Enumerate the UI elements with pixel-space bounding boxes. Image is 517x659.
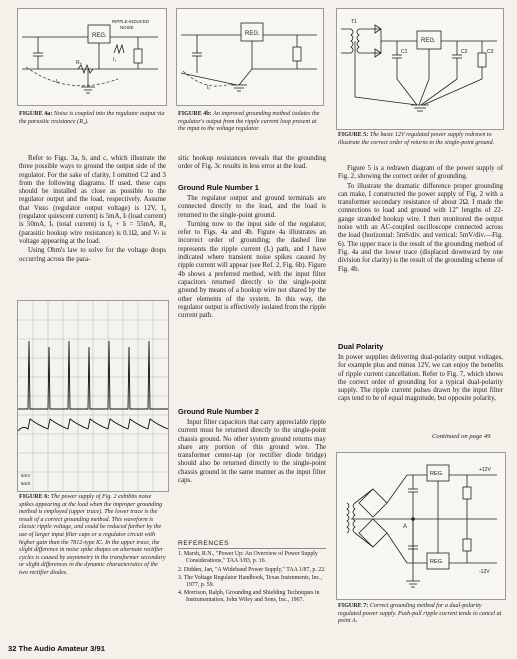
figure-6-caption bbox=[19, 494, 166, 578]
fig7-label-reg-bottom: REG. bbox=[430, 559, 444, 565]
figure-4a-schematic bbox=[18, 9, 166, 105]
fig5-label-reg: REG. bbox=[421, 38, 436, 44]
column-1-text bbox=[19, 155, 166, 265]
figure-6-caption-text: The power supply of Fig. 2 exhibits noise spikes appearing at the load when the improper grounding method is employed (upper trace). The lower trace is the result of a correct grounding method. This waveform is classic ripple voltage, and could be reduced further by the use of larger input filter caps or a regulator circuit with higher gain than the 7812-type IC. In the upper trace, the slight difference in noise spike shapes on alternate rectifier cycles is caused by asymmetry in the transformer secondary or slight differences in the dynamic characteristics of the two rectifier diodes. bbox=[19, 494, 166, 576]
rule-2-text bbox=[178, 419, 326, 486]
reference-4: 4. Morrison, Ralph, Grounding and Shielding Techniques in Instrumentation, John Wiley and Sons, Inc., 1967. bbox=[178, 590, 320, 604]
col3-paragraph-2: To illustrate the dramatic difference proper grounding can make, I constructed the power supply of Fig. 2 with a transformer secondary resistance of about 2Ω. I made the connections to load and ground with 12" lengths of 22-gauge stranded hookup wire. I then monitored the output noise with an AC-coupled oscilloscope connected across the load (horizontal: 5mS/div. and vertical: 5mV/div.—Fig. 6). The upper trace is the result of the grounding method of Fig. 4a and the lower trace (displaced downward by one division for clarity) is the result of the grounding scheme of Fig. 4b. bbox=[338, 182, 503, 273]
heading-dual-polarity: Dual Polarity bbox=[338, 342, 384, 351]
rule-1-text bbox=[178, 195, 326, 321]
figure-7-schematic bbox=[337, 453, 505, 599]
reference-1: 1. Marsh, R.N., "Power Up: An Overview of Power Supply Considerations," TAA 3/83, p. 16. bbox=[178, 551, 318, 565]
col3-paragraph-1: Figure 5 is a redrawn diagram of the power supply of Fig. 2, showing the correct order of grounding. bbox=[338, 165, 503, 181]
reference-3: 3. The Voltage Regulator Handbook, Texas Instruments, Inc., 1977, p. 59. bbox=[178, 574, 323, 589]
fig4a-label-noise2: NOISE bbox=[120, 25, 134, 30]
fig7-label-reg-top: REG. bbox=[430, 471, 444, 477]
figure-4a-caption bbox=[19, 111, 165, 126]
figure-4a-diagram bbox=[17, 8, 167, 106]
figure-4b-caption-label: FIGURE 4b: bbox=[178, 111, 212, 117]
col2-top-text: sitic hookup resistances reveals that the grounding order of Fig. 3c results in less error at the load. bbox=[178, 155, 326, 171]
figure-5-diagram bbox=[336, 8, 504, 130]
figure-7-caption-text: Correct grounding method for a dual-polarity regulated power supply. Push-pull ripple current tends to cancel at point A. bbox=[338, 603, 502, 625]
fig4a-label-i1: I₁ bbox=[113, 57, 117, 63]
fig4a-label-reg: REG. bbox=[92, 33, 107, 39]
column-2-text bbox=[178, 155, 326, 173]
figure-7-caption-label: FIGURE 7: bbox=[338, 603, 369, 609]
figure-4b-caption-text: An improved grounding method isolates the regulator's output from the ripple current loop present at the input to the voltage regulator. bbox=[178, 111, 320, 133]
references bbox=[178, 540, 326, 606]
rule-1-paragraph-1: The regulator output and ground terminals are connected directly to the load, and the load is returned to the single-point ground. bbox=[178, 195, 326, 219]
fig5-label-c2: C2 bbox=[461, 49, 468, 55]
references-title: REFERENCES bbox=[178, 540, 326, 549]
dual-polarity-text bbox=[338, 354, 503, 405]
rule-1-paragraph-2: Turning now to the input side of the regulator, refer to Figs. 4a and 4b. Figure 4a illustrates an incorrect order of grounding; the dashed line represents the ripple current (Iₓ) path, and I have indicated where transient noise spikes caused by ripple current will appear (see Ref. 2, Fig. 6b). Figure 4b shows a preferred method, with the input filter capacitors returned directly to the single-point ground by means of a hookup wire not shared by the other elements of the system. In this way, the regulator output is effectively isolated from the ripple current path. bbox=[178, 220, 326, 320]
fig4a-label-rd: R₄ bbox=[76, 60, 82, 66]
figure-5-caption bbox=[338, 132, 502, 147]
figure-5-schematic bbox=[337, 9, 503, 129]
page-footer: 32 The Audio Amateur 3/91 bbox=[8, 644, 105, 653]
figure-6-scope bbox=[17, 300, 169, 492]
figure-7-caption bbox=[338, 603, 503, 626]
fig4a-label-ix: Iₓ bbox=[56, 79, 60, 85]
figure-6-waveform bbox=[18, 301, 168, 491]
fig4b-label-reg: REG. bbox=[245, 31, 260, 37]
fig4a-label-noise1: RIPPLE-INDUCED bbox=[112, 19, 150, 24]
fig7-label-point-a: A bbox=[403, 524, 408, 530]
fig7-label-plus12: +12V bbox=[479, 467, 491, 473]
fig5-label-c1: C1 bbox=[401, 49, 408, 55]
figure-4b-caption bbox=[178, 111, 324, 134]
heading-ground-rule-1: Ground Rule Number 1 bbox=[178, 183, 259, 192]
col1-paragraph-2: Using Ohm's law to solve for the voltage drops occurring across the para- bbox=[19, 247, 166, 263]
col1-paragraph-1: Refer to Figs. 3a, b, and c, which illustrate the three possible ways to ground the output side of the regulator. For the sake of clarity, I omitted C2 and 3 from the following diagrams. If used, these caps should be installed as close as possible to the regulator output and the load, respectively. Assume that Vʀᴇɢ (regulator output voltage) is 12V, I₀ (regulator quiescent current) is 5mA, Iₗ (load current) is 50mA, Iₜ (total current) is I₀ + Iₗ = 55mA, R₄ (parasitic hookup wire resistance) is 0.1Ω, and Vₗ is voltage appearing at the load. bbox=[19, 155, 166, 245]
reference-2: 2. Didden, Jan, "A Wideband Power Supply," TAA 1/87, p. 22. bbox=[178, 566, 326, 573]
continued-note: Continued on page 49 bbox=[432, 433, 491, 440]
fig6-label-vdiv: 5mV bbox=[21, 473, 31, 478]
fig4b-label-ix: Iₓ bbox=[207, 85, 211, 91]
fig5-label-t1: T1 bbox=[351, 19, 357, 25]
column-3-text bbox=[338, 165, 503, 275]
figure-6-caption-label: FIGURE 6: bbox=[19, 494, 50, 500]
figure-5-caption-text: The basic 12V regulated power supply redrawn to illustrate the correct order of returns to the single-point ground. bbox=[338, 132, 495, 146]
fig5-label-c3: C3 bbox=[487, 49, 494, 55]
heading-ground-rule-2: Ground Rule Number 2 bbox=[178, 407, 259, 416]
col3-paragraph-3: In power supplies delivering dual-polarity output voltages, for example plus and minus 12V, we can enjoy the benefits of ripple current cancellation. Refer to Fig. 7, which shows the correct order of grounding for a typical dual-polarity supply. The ripple current pulses drawn by the input filter caps tend to be of equal magnitude, but opposite polarity, bbox=[338, 354, 503, 403]
figure-4a-caption-text: Noise is coupled into the regulator output via the parasitic resistance (R₄). bbox=[19, 111, 165, 125]
figure-4b-schematic bbox=[177, 9, 323, 105]
figure-4b-diagram bbox=[176, 8, 324, 106]
fig7-label-minus12: -12V bbox=[479, 569, 490, 575]
figure-4a-caption-label: FIGURE 4a: bbox=[19, 111, 53, 117]
figure-7-diagram bbox=[336, 452, 506, 600]
fig6-label-hdiv: 5mS bbox=[21, 481, 31, 486]
rule-2-paragraph-1: Input filter capacitors that carry appreciable ripple current must be returned directly to the single-point chassis ground. No other system ground returns may share any portion of this ground wire. The transformer center-tap (or rectifier diode bridge) should also be returned directly to the single-point chassis ground in the same manner as the input filter caps. bbox=[178, 419, 326, 485]
figure-5-caption-label: FIGURE 5: bbox=[338, 132, 369, 138]
